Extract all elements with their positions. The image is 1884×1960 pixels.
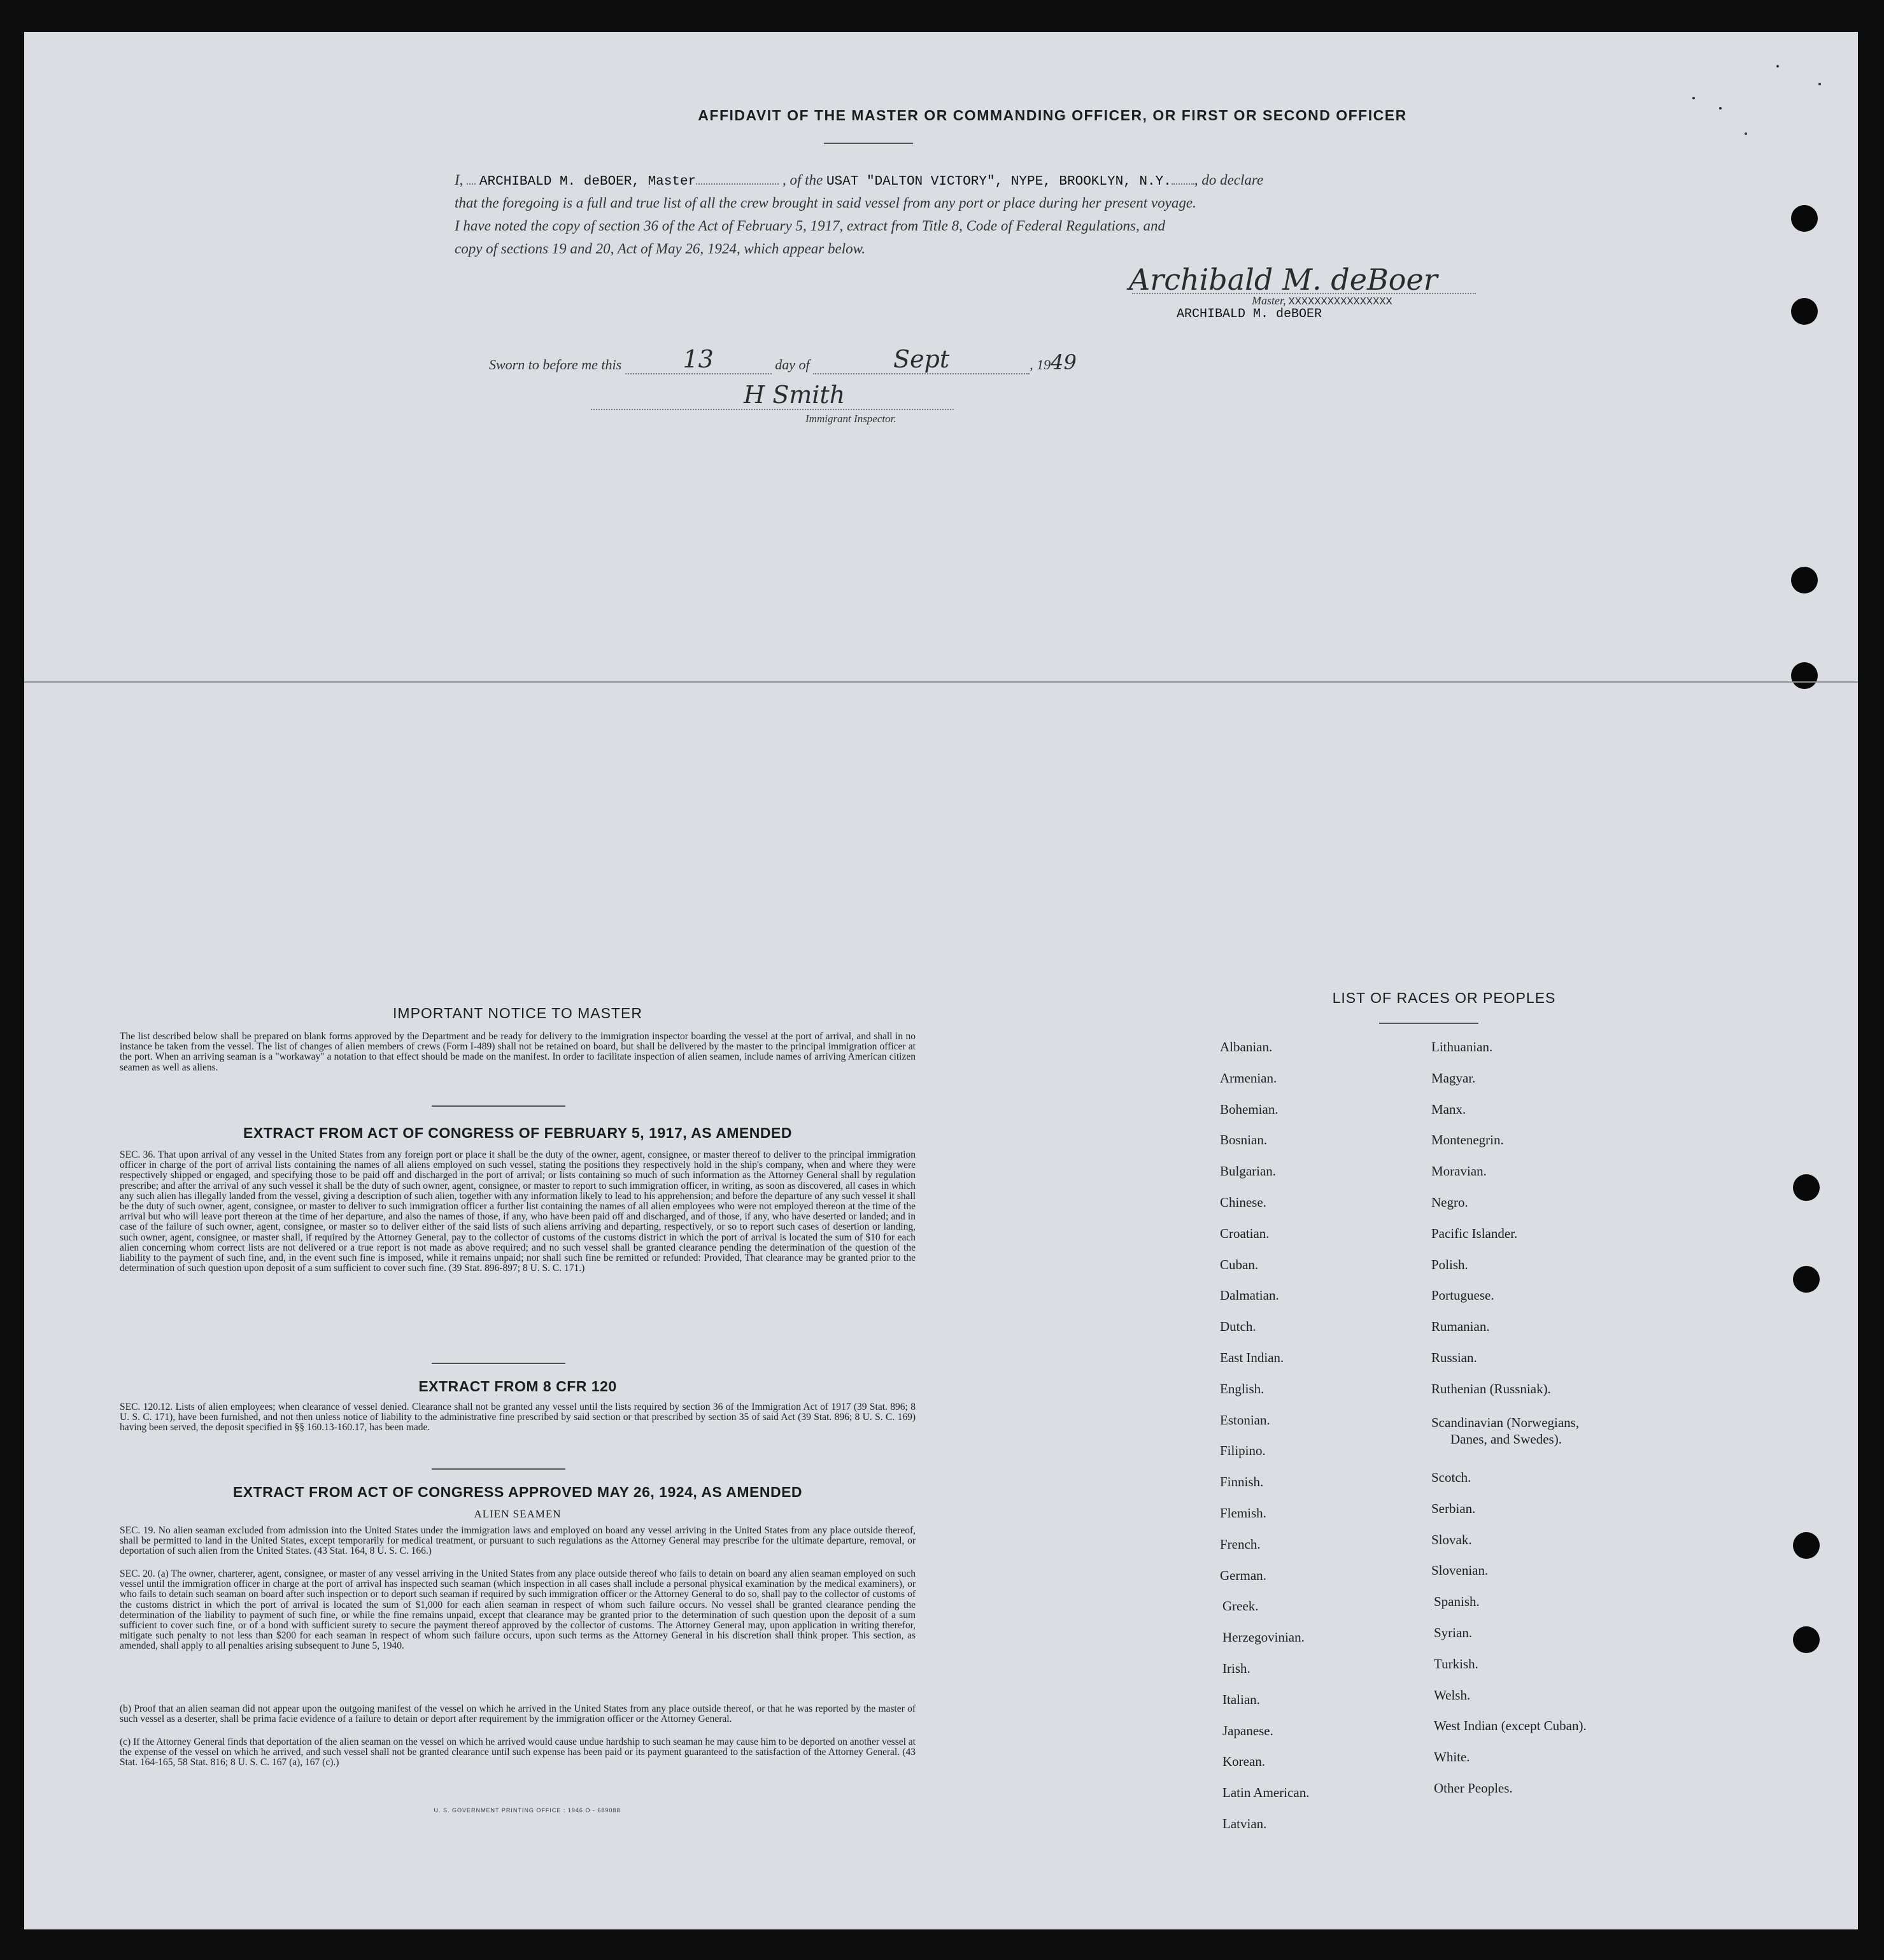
declaration-line-3: I have noted the copy of section 36 of the Act of February 5, 1917, extract from Title 8, Code of Federal Regulations, and xyxy=(455,218,1165,234)
race-item: Herzegovinian. xyxy=(1222,1630,1305,1645)
punch-hole xyxy=(1791,567,1818,593)
race-item: Filipino. xyxy=(1220,1443,1266,1458)
extract-1917-body: SEC. 36. That upon arrival of any vessel in the United States from any foreign port or place it shall be the duty of the owner, agent, consignee, or master thereof to deliver to the principal immigration officer in charge of the port of arrival lists containing the names of all aliens employed on such vessel, stating the positions they respectively hold in the ship's company, when and where they were respectively shipped or engaged, and specifying those to be paid off and discharged in the port of arrival; or lists containing so much of such information as the Attorney General shall by regulation prescribe; and after the arrival of any such vessel it shall be the duty of such owner, agent, consignee, or master to report to such immigration officer, in writing, as soon as discovered, all cases in which any such alien has illegally landed from the vessel, giving a description of such alien, together with any information likely to lead to his apprehension; and before the departure of any such vessel it shall be the duty of such owner, agent, consignee, or master to deliver to such immigration officer a further list containing the names of all alien employees who were not employed thereon at the time of the arrival but who will leave port thereon at the time of her departure, and also the names of those, if any, who have been paid off and discharged, and of those, if any, who have deserted or landed; and in case of the failure of such owner, agent, consignee, or master so to deliver either of the said lists of such aliens arriving and departing, respectively, or so to report such cases of desertion or landing, such owner, agent, consignee, or master shall, if required by the Attorney General, pay to the collector of customs of the customs district in which the port of arrival is located the sum of $10 for each alien concerning whom correct lists are not delivered or a true report is not made as above required; and no such vessel shall be granted clearance pending the determination of the question of the liability to the payment of such fine, and, in the event such fine is imposed, while it remains unpaid; nor shall such fine be remitted or refunded: Provided, That clearance may be granted prior to the determination of such question upon deposit of a sum sufficient to cover such fine. (39 Stat. 896-897; 8 U. S. C. 171.) xyxy=(120,1149,916,1274)
typed-master-name: ARCHIBALD M. deBOER xyxy=(1177,307,1322,322)
race-item: West Indian (except Cuban). xyxy=(1434,1718,1587,1733)
race-item: White. xyxy=(1434,1749,1470,1765)
extract-1924-title: EXTRACT FROM ACT OF CONGRESS APPROVED MAY 26, 1924, AS AMENDED xyxy=(232,1484,803,1500)
speck xyxy=(1745,132,1747,135)
race-item: Welsh. xyxy=(1434,1687,1471,1703)
race-item: French. xyxy=(1220,1537,1261,1552)
race-item: Slovak. xyxy=(1431,1532,1472,1547)
punch-hole xyxy=(1793,1174,1820,1201)
race-item: Italian. xyxy=(1222,1692,1260,1707)
declaration-line-4: copy of sections 19 and 20, Act of May 26, 1924, which appear below. xyxy=(455,241,865,257)
master-signature-block xyxy=(1132,293,1476,308)
punch-hole xyxy=(1791,205,1818,232)
race-item: Bulgarian. xyxy=(1220,1163,1277,1179)
sworn-year: 49 xyxy=(1051,350,1077,374)
sworn-line: Sworn to before me this 13 day of Sept , 1949 xyxy=(489,345,1077,374)
master-signature: Archibald M. deBoer xyxy=(1129,262,1438,297)
sec-20b-body: (b) Proof that an alien seaman did not appear upon the outgoing manifest of the vessel on which he arrived in the United States from any place outside thereof, or that he was reported by the master of such vessel as a deserter, shall be prima facie evidence of a failure to detain or deport after requirement by the immigration officer or the Attorney General. xyxy=(120,1703,916,1725)
race-item: Russian. xyxy=(1431,1350,1477,1365)
struck-text: XXXXXXXXXXXXXXXX xyxy=(1288,296,1392,308)
race-item: Dutch. xyxy=(1220,1319,1256,1334)
race-item: Moravian. xyxy=(1431,1163,1487,1179)
page-fold-line xyxy=(24,681,1858,683)
extract-cfr-title: EXTRACT FROM 8 CFR 120 xyxy=(418,1378,617,1395)
race-item: Greek. xyxy=(1222,1598,1259,1614)
race-item: Armenian. xyxy=(1220,1070,1277,1086)
race-item: Ruthenian (Russniak). xyxy=(1431,1381,1551,1396)
punch-hole xyxy=(1793,1266,1820,1293)
punch-hole xyxy=(1791,662,1818,689)
race-item: Irish. xyxy=(1222,1661,1250,1676)
inspector-signature: H Smith xyxy=(744,381,846,409)
master-caption: Master, xyxy=(1252,294,1286,307)
race-item: German. xyxy=(1220,1568,1266,1583)
race-item: Japanese. xyxy=(1222,1723,1273,1738)
race-item: Turkish. xyxy=(1434,1656,1478,1672)
speck xyxy=(1776,65,1779,67)
race-item: Magyar. xyxy=(1431,1070,1476,1086)
race-item: Rumanian. xyxy=(1431,1319,1490,1334)
speck xyxy=(1719,107,1722,110)
sec-20a-body: SEC. 20. (a) The owner, charterer, agent, consignee, or master of any vessel arriving in the United States from any place outside thereof who fails to detain on board any alien seaman employed on such vessel until the immigration officer in charge at the port of arrival has inspected such seaman (which inspection in all cases shall include a personal physical examination by the medical examiners), or who fails to detain such seaman on board after such inspection or to deport such seaman if required by such immigration officer or the Attorney General to do so, shall pay to the collector of customs of the customs district in which the port of arrival is located the sum of $1,000 for each alien seaman in respect of whom such failure occurs. No vessel shall be granted clearance pending the determination of the liability to payment of such fine, or while the fine remains unpaid, except that clearance may be granted prior to the determination of such question upon the deposit of a sum sufficient to cover such fine, or of a bond with sufficient surety to secure the payment thereof approved by the collector of customs. The Attorney General may, upon application in writing therefor, mitigate such penalty to not less than $200 for each seaman in respect of whom such failure occurs, upon such terms as the Attorney General in his discretion shall think proper. This section, as amended, shall apply to all penalties arising subsequent to June 5, 1940. xyxy=(120,1568,916,1652)
race-item: Serbian. xyxy=(1431,1501,1476,1516)
race-item: Portuguese. xyxy=(1431,1288,1494,1303)
section-rule xyxy=(432,1105,565,1107)
sec-19-body: SEC. 19. No alien seaman excluded from admission into the United States under the immigration laws and employed on board any vessel arriving in the United States from any place outside thereof, shall be permitted to land in the United States, except temporarily for medical treatment, or pursuant to such regulations as the Attorney General may prescribe for the ultimate departure, removal, or deportation of such alien from the United States. (43 Stat. 164, 8 U. S. C. 166.) xyxy=(120,1525,916,1557)
affidavit-title: AFFIDAVIT OF THE MASTER OR COMMANDING OFFICER, OR FIRST OR SECOND OFFICER xyxy=(698,107,1407,124)
punch-hole xyxy=(1793,1532,1820,1559)
race-item: Scotch. xyxy=(1431,1470,1471,1485)
race-item: Manx. xyxy=(1431,1102,1466,1117)
race-item: Latin American. xyxy=(1222,1785,1310,1800)
race-item: Latvian. xyxy=(1222,1816,1267,1831)
sec-20c-body: (c) If the Attorney General finds that deportation of the alien seaman on the vessel on which he arrived would cause undue hardship to such seaman he may cause him to be deported on another vessel at the expense of the vessel on which he arrived, and such vessel shall not be granted clearance until such expense has been paid or its payment guaranteed to the satisfaction of the Attorney General. (43 Stat. 164-165, 58 Stat. 816; 8 U. S. C. 167 (a), 167 (c).) xyxy=(120,1736,916,1768)
race-item: Slovenian. xyxy=(1431,1563,1489,1578)
race-item: Bohemian. xyxy=(1220,1102,1278,1117)
race-item: Scandinavian (Norwegians, xyxy=(1431,1415,1580,1430)
section-rule xyxy=(432,1363,565,1364)
sworn-month: Sept xyxy=(893,345,950,373)
race-item: Montenegrin. xyxy=(1431,1132,1504,1147)
race-item: Croatian. xyxy=(1220,1226,1270,1241)
title-rule xyxy=(824,143,913,144)
race-item: Dalmatian. xyxy=(1220,1288,1279,1303)
race-item: Estonian. xyxy=(1220,1412,1270,1428)
race-item: Danes, and Swedes). xyxy=(1450,1431,1562,1447)
race-item: Polish. xyxy=(1431,1257,1468,1272)
race-item: Flemish. xyxy=(1220,1505,1266,1521)
speck xyxy=(1692,97,1695,99)
speck xyxy=(1818,83,1821,85)
race-item: Pacific Islander. xyxy=(1431,1226,1518,1241)
race-item: Spanish. xyxy=(1434,1594,1480,1609)
race-item: Lithuanian. xyxy=(1431,1039,1493,1055)
race-item: Other Peoples. xyxy=(1434,1780,1513,1796)
declaration-line-2: that the foregoing is a full and true list of all the crew brought in said vessel from any port or place during her present voyage. xyxy=(455,195,1196,211)
section-rule xyxy=(432,1468,565,1470)
races-title: LIST OF RACES OR PEOPLES xyxy=(1332,990,1556,1006)
document-sheet xyxy=(24,32,1858,1929)
notice-body: The list described below shall be prepared on blank forms approved by the Department and be ready for delivery to the immigration inspector boarding the vessel at the port of arrival, and shall in no instance be taken from the vessel. The list of changes of alien members of crews (Form I-489) shall not be retained on board, but shall be delivered by the master to the principal immigration officer at the port. When an arriving seaman is a "workaway" a notation to that effect should be made on the manifest. In order to facilitate inspection of alien seamen, include names of arriving American citizen seamen as well as aliens. xyxy=(120,1031,916,1073)
declaration-line-1: I, ARCHIBALD M. deBOER, Master , of the USAT "DALTON VICTORY", NYPE, BROOKLYN, N.Y. , do declare xyxy=(455,172,1264,189)
punch-hole xyxy=(1791,298,1818,325)
race-item: Syrian. xyxy=(1434,1625,1473,1640)
sworn-day: 13 xyxy=(683,345,714,373)
race-item: Cuban. xyxy=(1220,1257,1259,1272)
inspector-signature-line xyxy=(591,409,954,410)
race-item: Korean. xyxy=(1222,1754,1266,1769)
race-item: East Indian. xyxy=(1220,1350,1284,1365)
punch-hole xyxy=(1793,1626,1820,1653)
races-title-rule xyxy=(1379,1023,1478,1024)
extract-1917-title: EXTRACT FROM ACT OF CONGRESS OF FEBRUARY 5, 1917, AS AMENDED xyxy=(243,1125,792,1141)
inspector-caption: Immigrant Inspector. xyxy=(805,413,896,425)
race-item: Chinese. xyxy=(1220,1195,1266,1210)
race-item: Finnish. xyxy=(1220,1474,1264,1489)
master-name: ARCHIBALD M. deBOER, Master xyxy=(479,174,697,189)
extract-cfr-body: SEC. 120.12. Lists of alien employees; when clearance of vessel denied. Clearance shall not be granted any vessel until the lists required by section 36 of the Immigration Act of 1917 (39 Stat. 896; 8 U. S. C. 171), have been furnished, and not then unless notice of liability to the administrative fine prescribed by said section or that prescribed by section 35 of said Act (39 Stat. 896; 8 U. S. C. 169) having been served, the deposit specified in §§ 160.13-160.17, has been made. xyxy=(120,1402,916,1433)
race-item: Albanian. xyxy=(1220,1039,1273,1055)
notice-title: IMPORTANT NOTICE TO MASTER xyxy=(393,1005,642,1021)
alien-seamen-subtitle: ALIEN SEAMEN xyxy=(474,1508,562,1520)
race-item: Negro. xyxy=(1431,1195,1468,1210)
vessel-name: USAT "DALTON VICTORY", NYPE, BROOKLYN, N.Y. xyxy=(826,174,1172,189)
race-item: English. xyxy=(1220,1381,1264,1396)
race-item: Bosnian. xyxy=(1220,1132,1268,1147)
printer-line: U. S. GOVERNMENT PRINTING OFFICE : 1946 O - 689088 xyxy=(434,1807,621,1814)
